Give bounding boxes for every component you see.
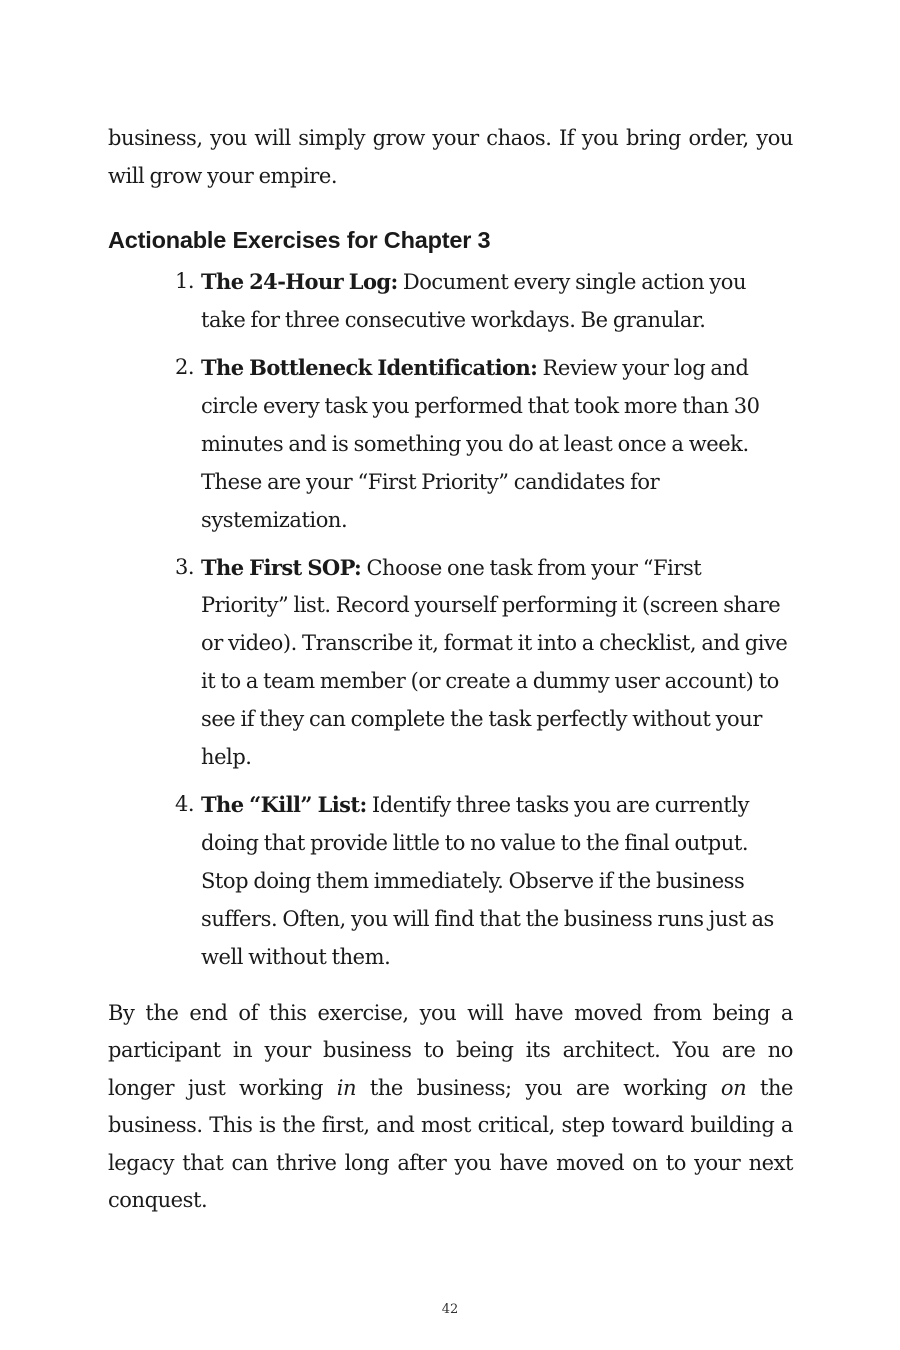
closing-text-2: the business; you are working — [356, 1075, 721, 1100]
exercise-item — [108, 786, 793, 977]
section-heading: Actionable Exercises for Chapter 3 — [108, 227, 491, 254]
closing-text-1: By the end of this exercise, you will have moved from being a participant in your business to being its architect. You are no longer just working — [108, 1000, 793, 1100]
exercise-text: Document every single action you take for three consecutive workdays. Be granular. — [201, 270, 747, 333]
exercise-text: Choose one task from your “First Priority” list. Record yourself performing it (screen share or video). Transcribe it, format it into a checklist, and give it to a team member (or create a dummy user account) to see if they can complete the task perfectly without your help. — [201, 555, 788, 770]
page-content — [108, 120, 793, 1220]
exercise-text: Identify three tasks you are currently doing that provide little to no value to the final output. Stop doing them immediately. Observe if the business suffers. Often, you will find that the business runs just as well without them. — [201, 792, 774, 969]
exercise-number: 3. — [175, 554, 195, 579]
page-number: 42 — [441, 1302, 459, 1317]
exercise-item — [108, 549, 793, 777]
closing-text-3: the business. This is the first, and most critical, step toward building a legacy that can thrive long after you have moved on to your next conquest. — [108, 1075, 794, 1213]
exercise-text: Review your log and circle every task you performed that took more than 30 minutes and is something you do at least once a week. These are your “First Priority” candidates for systemization. — [201, 356, 760, 532]
exercise-number: 2. — [175, 355, 195, 379]
closing-paragraph — [108, 995, 793, 1221]
exercise-title: The 24-Hour Log: — [201, 269, 398, 295]
exercise-number: 1. — [175, 269, 195, 294]
exercise-list — [108, 263, 793, 976]
exercise-item — [108, 349, 793, 540]
closing-emphasis-in: in — [336, 1075, 357, 1100]
closing-emphasis-on: on — [720, 1075, 747, 1100]
exercise-number: 4. — [175, 791, 195, 816]
exercise-title: The “Kill” List: — [201, 791, 367, 817]
exercise-title: The First SOP: — [201, 554, 362, 580]
exercise-item — [108, 263, 793, 340]
intro-paragraph: business, you will simply grow your chaos. If you bring order, you will grow your empire. — [108, 126, 793, 188]
exercise-title: The Bottleneck Identification: — [201, 355, 538, 380]
